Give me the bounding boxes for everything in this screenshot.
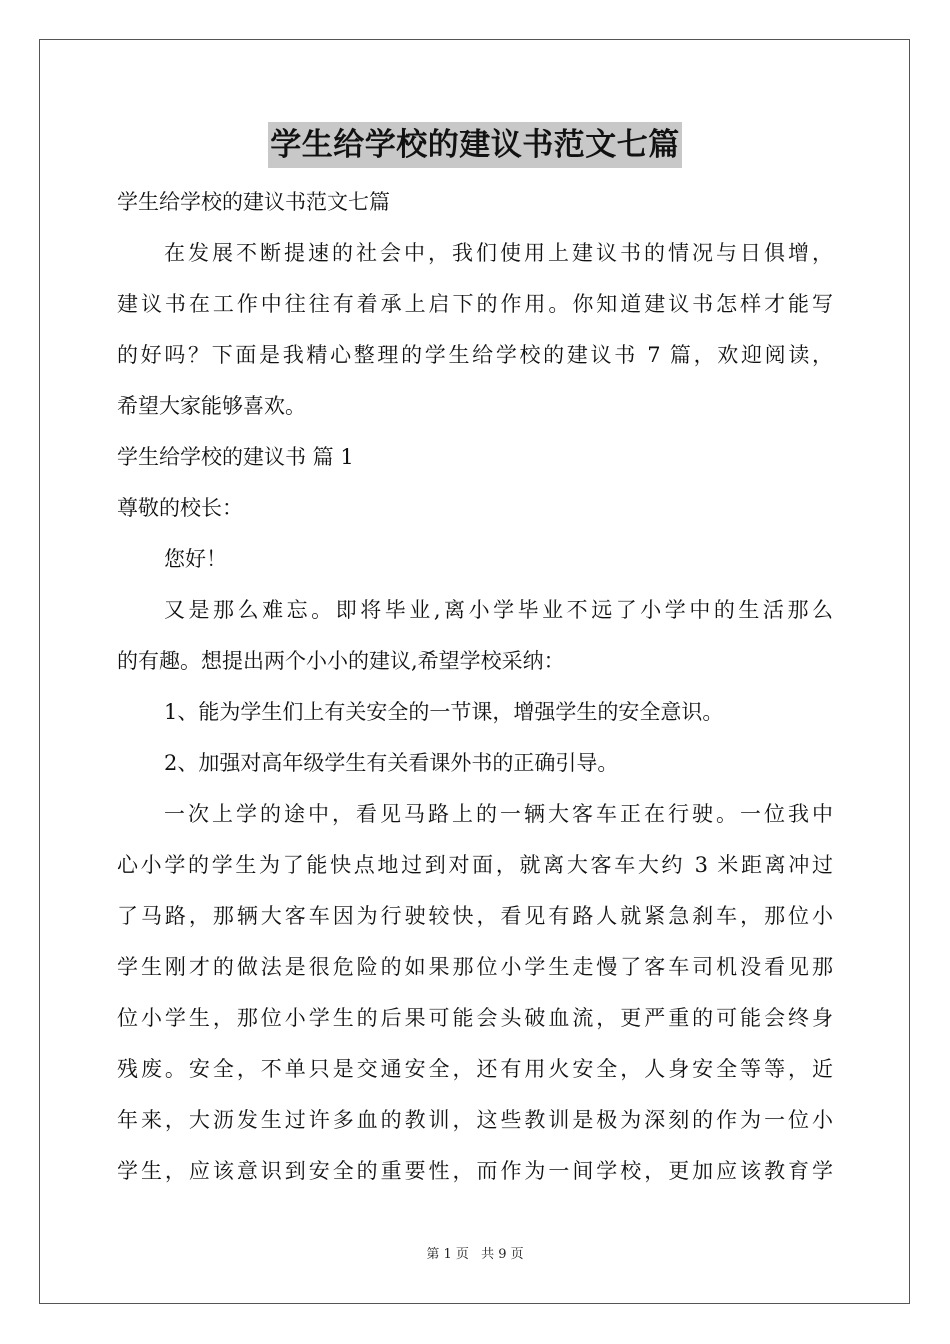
document-title-text: 学生给学校的建议书范文七篇: [268, 122, 682, 168]
paragraph-line: 学生，应该意识到安全的重要性，而作为一间学校，更加应该教育学: [117, 1159, 833, 1183]
paragraph-line: 年来，大沥发生过许多血的教训，这些教训是极为深刻的作为一位小: [117, 1108, 833, 1132]
paragraph-line: 又是那么难忘。即将毕业,离小学毕业不远了小学中的生活那么: [164, 598, 833, 622]
paragraph-line: 位小学生，那位小学生的后果可能会头破血流，更严重的可能会终身: [117, 1006, 833, 1030]
intro-line: 希望大家能够喜欢。: [117, 394, 306, 418]
greeting: 您好！: [164, 547, 227, 571]
paragraph-line: 一次上学的途中，看见马路上的一辆大客车正在行驶。一位我中: [164, 802, 833, 826]
salutation: 尊敬的校长：: [117, 496, 243, 520]
paragraph-line: 学生刚才的做法是很危险的如果那位小学生走慢了客车司机没看见那: [117, 955, 833, 979]
intro-line: 在发展不断提速的社会中，我们使用上建议书的情况与日俱增，: [164, 241, 833, 265]
list-item: 1、能为学生们上有关安全的一节课，增强学生的安全意识。: [164, 700, 724, 724]
paragraph-line: 了马路，那辆大客车因为行驶较快，看见有路人就紧急刹车，那位小: [117, 904, 833, 928]
document-title: [0, 122, 950, 173]
paragraph-line: 的有趣。想提出两个小小的建议,希望学校采纳：: [117, 649, 565, 673]
page-number: 第 1 页: [426, 1247, 469, 1262]
paragraph-line: 心小学的学生为了能快点地过到对面，就离大客车大约 3 米距离冲过: [117, 853, 833, 877]
page-total: 共 9 页: [481, 1247, 524, 1262]
intro-line: 建议书在工作中往往有着承上启下的作用。你知道建议书怎样才能写: [117, 292, 833, 316]
page-footer: [0, 1246, 950, 1264]
document-body: [117, 177, 833, 1197]
paragraph-line: 残废。安全，不单只是交通安全，还有用火安全，人身安全等等，近: [117, 1057, 833, 1081]
subtitle-line: 学生给学校的建议书范文七篇: [117, 190, 390, 214]
intro-line: 的好吗？下面是我精心整理的学生给学校的建议书 7 篇，欢迎阅读，: [117, 343, 833, 367]
list-item: 2、加强对高年级学生有关看课外书的正确引导。: [164, 751, 619, 775]
section-heading: 学生给学校的建议书 篇 1: [117, 445, 354, 469]
